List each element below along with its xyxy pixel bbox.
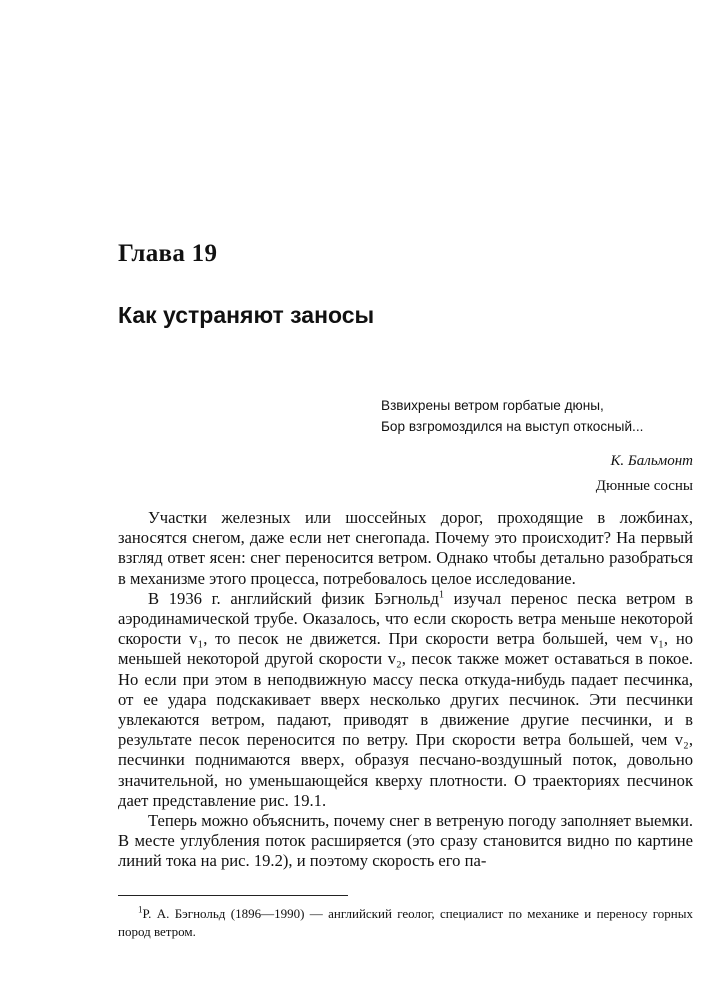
epigraph-line-2: Бор взгромоздился на выступ откосный... xyxy=(381,419,644,434)
chapter-title: Как устраняют заносы xyxy=(118,302,375,328)
footnote-text: Р. А. Бэгнольд (1896—1990) — английский геолог, специалист по механике и переносу горных пород ветром. xyxy=(118,906,693,939)
paragraph-3: Теперь можно объяснить, почему снег в ветреную погоду заполняет выемки. В месте углубления поток расширяется (это сразу становится видно по картине линий тока на рис. 19.2), и поэтому скорость его па- xyxy=(118,811,693,871)
epigraph-source: Дюнные сосны xyxy=(595,478,693,494)
paragraph-2-start: В 1936 г. английский физик Бэгнольд xyxy=(148,588,439,608)
footnote-number: 1 xyxy=(138,904,143,915)
epigraph xyxy=(381,395,693,497)
paragraph-2 xyxy=(118,589,693,811)
footnote xyxy=(118,905,693,941)
paragraph-1: Участки железных или шоссейных дорог, проходящие в ложбинах, заносятся снегом, даже если нет снегопада. Почему это происходит? На первый взгляд ответ ясен: снег переносится ветром. Однако чтобы детально разобраться в механизме этого процесса, потребовалось целое исследование. xyxy=(118,508,693,588)
chapter-number: Глава 19 xyxy=(118,240,218,267)
epigraph-line-1: Взвихрены ветром горбатые дюны, xyxy=(381,398,604,413)
footnote-divider xyxy=(118,895,348,896)
paragraph-2-rest: изучал перенос песка ветром в аэродинамической трубе. Оказалось, что если скорость ветра меньше некоторой скорости v₁, то песок не движется. При скорости ветра большей, чем v₁, но меньшей некоторой другой скорости v₂, песок также может оставаться в покое. Но если при этом в неподвижную массу песка откуда-нибудь падает песчинка, от ее удара подскакивает вверх несколько других песчинок. Эти песчинки увлекаются ветром, падают, приводят в движение другие песчинки, и в результате песок переносится по ветру. При скорости ветра большей, чем v₂, песчинки поднимаются вверх, образуя песчано-воздушный поток, довольно значительной, но уменьшающейся кверху плотности. О траекториях песчинок дает представление рис. 19.1. xyxy=(118,588,694,810)
epigraph-author: К. Бальмонт xyxy=(610,453,693,469)
footnote-reference[interactable]: 1 xyxy=(438,589,444,601)
body-text xyxy=(118,508,693,872)
